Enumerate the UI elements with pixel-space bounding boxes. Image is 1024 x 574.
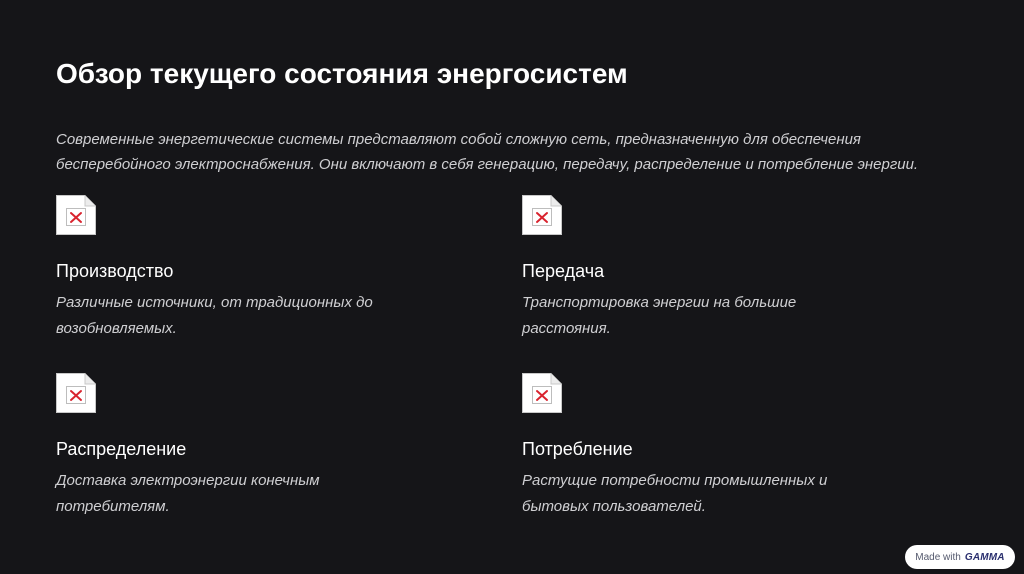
slide-intro: Современные энергетические системы представляют собой сложную сеть, предназначенную для обеспечения бесперебойного электроснабжения. Они включают в себя генерацию, передачу, распределение и потребление энергии.: [56, 131, 919, 173]
card-title: Передача: [522, 261, 605, 281]
card-production: [56, 195, 476, 345]
card-consumption: [522, 373, 942, 523]
card-title: Производство: [56, 261, 174, 281]
broken-image-icon: [56, 373, 96, 413]
broken-image-icon: [522, 373, 562, 413]
card-distribution: [56, 373, 476, 523]
card-transmission: [522, 195, 942, 345]
card-title: Распределение: [56, 439, 187, 459]
card-text: Транспортировка энергии на большие расстояния.: [522, 294, 797, 337]
made-with-gamma-badge[interactable]: [905, 545, 1015, 569]
card-title: Потребление: [522, 439, 633, 459]
badge-prefix: Made with: [915, 551, 961, 563]
card-text: Различные источники, от традиционных до возобновляемых.: [56, 294, 373, 337]
broken-image-icon: [522, 195, 562, 235]
card-text: Растущие потребности промышленных и бытовых пользователей.: [522, 472, 828, 515]
gamma-logo: GAMMA: [964, 551, 1005, 563]
card-text: Доставка электроэнергии конечным потребителям.: [56, 472, 320, 515]
broken-image-icon: [56, 195, 96, 235]
slide-title: Обзор текущего состояния энергосистем: [56, 58, 628, 89]
